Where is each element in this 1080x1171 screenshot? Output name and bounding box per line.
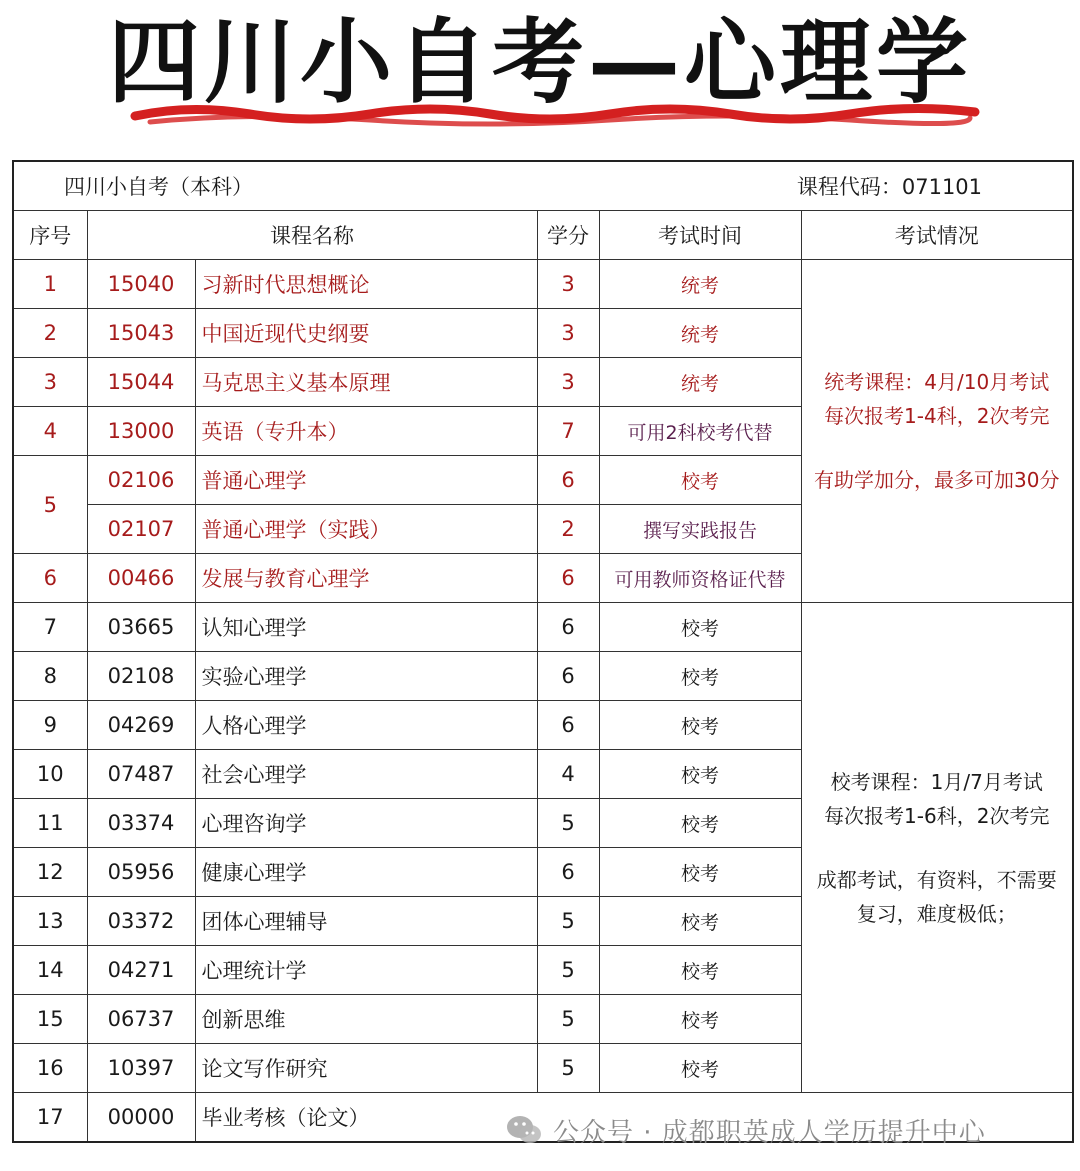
course-credit: 5 <box>537 946 599 995</box>
exam-time: 校考 <box>599 701 801 750</box>
course-name: 英语（专升本） <box>195 407 537 456</box>
course-credit: 5 <box>537 799 599 848</box>
major-code-label: 课程代码：071101 <box>537 161 1073 211</box>
row-no: 2 <box>13 309 87 358</box>
row-no: 3 <box>13 358 87 407</box>
row-no: 9 <box>13 701 87 750</box>
course-name: 人格心理学 <box>195 701 537 750</box>
course-credit: 7 <box>537 407 599 456</box>
course-name: 普通心理学（实践） <box>195 505 537 554</box>
course-code: 13000 <box>87 407 195 456</box>
exam-time: 统考 <box>599 358 801 407</box>
exam-time: 校考 <box>599 603 801 652</box>
course-credit: 6 <box>537 554 599 603</box>
course-credit: 5 <box>537 897 599 946</box>
row-no: 5 <box>13 456 87 554</box>
course-code: 15040 <box>87 260 195 309</box>
row-no: 11 <box>13 799 87 848</box>
note-line: 复习，难度极低； <box>856 901 1017 926</box>
col-header-exam-info: 考试情况 <box>801 211 1073 260</box>
course-code: 02107 <box>87 505 195 554</box>
exam-time: 校考 <box>599 946 801 995</box>
course-name: 普通心理学 <box>195 456 537 505</box>
exam-time: 校考 <box>599 652 801 701</box>
row-no: 8 <box>13 652 87 701</box>
exam-time: 校考 <box>599 1044 801 1093</box>
row-no: 10 <box>13 750 87 799</box>
course-code: 06737 <box>87 995 195 1044</box>
table-info-row <box>13 161 1073 211</box>
row-no: 15 <box>13 995 87 1044</box>
exam-time: 可用2科校考代替 <box>599 407 801 456</box>
row-no: 4 <box>13 407 87 456</box>
degree-level-label: 四川小自考（本科） <box>13 161 537 211</box>
col-header-credit: 学分 <box>537 211 599 260</box>
exam-time: 可用教师资格证代替 <box>599 554 801 603</box>
note-line: 统考课程：4月/10月考试 <box>824 370 1050 394</box>
wechat-icon <box>505 1113 543 1147</box>
course-credit: 4 <box>537 750 599 799</box>
school-exam-note <box>801 603 1073 1093</box>
course-name: 实验心理学 <box>195 652 537 701</box>
course-code: 03374 <box>87 799 195 848</box>
exam-time: 撰写实践报告 <box>599 505 801 554</box>
row-no: 16 <box>13 1044 87 1093</box>
course-code: 10397 <box>87 1044 195 1093</box>
course-code: 07487 <box>87 750 195 799</box>
row-no: 12 <box>13 848 87 897</box>
course-name: 发展与教育心理学 <box>195 554 537 603</box>
row-no: 6 <box>13 554 87 603</box>
course-code: 00466 <box>87 554 195 603</box>
note-line: 每次报考1-4科，2次考完 <box>824 404 1050 428</box>
row-no: 1 <box>13 260 87 309</box>
course-code: 00000 <box>87 1093 195 1143</box>
course-credit: 6 <box>537 848 599 897</box>
course-code: 03665 <box>87 603 195 652</box>
row-no: 13 <box>13 897 87 946</box>
note-line: 每次报考1-6科，2次考完 <box>824 803 1050 828</box>
course-credit: 6 <box>537 701 599 750</box>
course-credit: 3 <box>537 309 599 358</box>
course-name: 健康心理学 <box>195 848 537 897</box>
course-name: 马克思主义基本原理 <box>195 358 537 407</box>
course-credit: 5 <box>537 1044 599 1093</box>
exam-time: 校考 <box>599 995 801 1044</box>
note-line: 有助学加分，最多可加30分 <box>814 468 1060 492</box>
watermark-text: 公众号 · 成都职英成人学历提升中心 <box>553 1117 986 1148</box>
course-code: 02108 <box>87 652 195 701</box>
column-header-row <box>13 211 1073 260</box>
col-header-no: 序号 <box>13 211 87 260</box>
course-name: 毕业考核（论文） <box>195 1093 1073 1143</box>
title-underline-brush <box>130 100 980 140</box>
row-no: 17 <box>13 1093 87 1143</box>
col-header-course: 课程名称 <box>87 211 537 260</box>
note-line: 校考课程：1月/7月考试 <box>830 769 1043 794</box>
exam-time: 校考 <box>599 848 801 897</box>
course-code: 05956 <box>87 848 195 897</box>
course-code: 02106 <box>87 456 195 505</box>
course-name: 中国近现代史纲要 <box>195 309 537 358</box>
course-name: 认知心理学 <box>195 603 537 652</box>
course-name: 社会心理学 <box>195 750 537 799</box>
page-title: 四川小自考—心理学 <box>107 9 972 116</box>
course-credit: 5 <box>537 995 599 1044</box>
course-name: 心理统计学 <box>195 946 537 995</box>
course-credit: 6 <box>537 652 599 701</box>
exam-time: 校考 <box>599 897 801 946</box>
exam-time: 统考 <box>599 260 801 309</box>
exam-time: 校考 <box>599 750 801 799</box>
course-code: 03372 <box>87 897 195 946</box>
course-name: 习新时代思想概论 <box>195 260 537 309</box>
exam-time: 校考 <box>599 456 801 505</box>
course-table <box>12 160 1074 1143</box>
table-row <box>13 260 1073 309</box>
exam-time: 统考 <box>599 309 801 358</box>
course-credit: 2 <box>537 505 599 554</box>
col-header-exam-time: 考试时间 <box>599 211 801 260</box>
course-credit: 3 <box>537 260 599 309</box>
course-credit: 6 <box>537 456 599 505</box>
course-name: 论文写作研究 <box>195 1044 537 1093</box>
unified-exam-note <box>801 260 1073 603</box>
course-credit: 6 <box>537 603 599 652</box>
course-code: 15043 <box>87 309 195 358</box>
exam-time: 校考 <box>599 799 801 848</box>
course-name: 心理咨询学 <box>195 799 537 848</box>
row-no: 7 <box>13 603 87 652</box>
row-no: 14 <box>13 946 87 995</box>
table-row <box>13 603 1073 652</box>
course-credit: 3 <box>537 358 599 407</box>
course-code: 04269 <box>87 701 195 750</box>
note-line: 成都考试，有资料，不需要 <box>816 867 1057 892</box>
course-code: 15044 <box>87 358 195 407</box>
course-code: 04271 <box>87 946 195 995</box>
watermark <box>505 1110 986 1150</box>
course-name: 团体心理辅导 <box>195 897 537 946</box>
course-name: 创新思维 <box>195 995 537 1044</box>
